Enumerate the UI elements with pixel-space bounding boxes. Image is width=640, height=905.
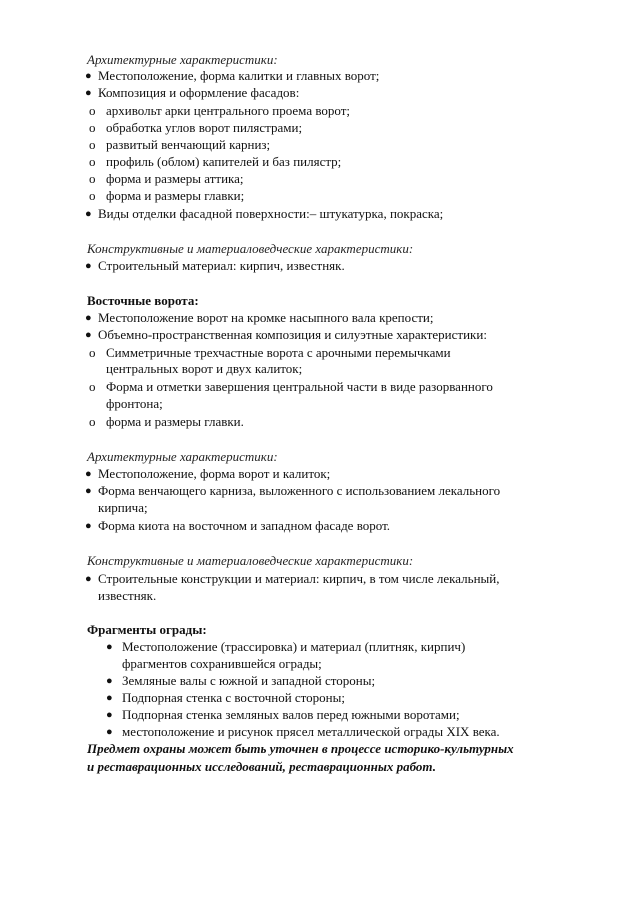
list-item-continuation: кирпича; [98,500,148,515]
list-item: Местоположение, форма калитки и главных ворот; [98,68,380,83]
list-item: Местоположение (трассировка) и материал (плитняк, кирпич) [122,639,466,654]
bullet-icon: ● [85,70,92,82]
list-item: Земляные валы с южной и западной стороны; [122,673,376,688]
bullet-icon: ● [106,709,113,721]
circle-bullet-icon: o [89,188,96,203]
section-architectural-title: Архитектурные характеристики: [87,52,278,67]
list-item: Форма и отметки завершения центральной части в виде разорванного [106,379,493,394]
circle-bullet-icon: o [89,103,96,118]
list-item: Местоположение, форма ворот и калиток; [98,466,331,481]
bullet-icon: ● [85,87,92,99]
list-item: форма и размеры главки. [106,414,244,429]
list-item: Строительный материал: кирпич, известняк. [98,258,345,273]
section-constructive-title: Конструктивные и материаловедческие характеристики: [87,553,414,568]
bullet-icon: ● [106,675,113,687]
circle-bullet-icon: o [89,345,96,360]
circle-bullet-icon: o [89,137,96,152]
section-east-gate-title: Восточные ворота: [87,293,199,308]
list-item: Строительные конструкции и материал: кирпич, в том числе лекальный, [98,571,500,586]
bullet-icon: ● [85,329,92,341]
circle-bullet-icon: o [89,414,96,429]
list-item: Виды отделки фасадной поверхности:– штукатурка, покраска; [98,206,444,221]
final-note-line-2: и реставрационных исследований, реставрационных работ. [87,759,436,774]
section-architectural-title: Архитектурные характеристики: [87,449,278,464]
list-item-continuation: известняк. [98,588,157,603]
list-item-continuation: фрагментов сохранившейся ограды; [122,656,322,671]
section-constructive-title: Конструктивные и материаловедческие характеристики: [87,241,414,256]
list-item-continuation: фронтона; [106,396,163,411]
circle-bullet-icon: o [89,171,96,186]
list-item: обработка углов ворот пилястрами; [106,120,303,135]
list-item: форма и размеры главки; [106,188,245,203]
circle-bullet-icon: o [89,154,96,169]
final-note-line-1: Предмет охраны может быть уточнен в процессе историко-культурных [87,741,514,756]
bullet-icon: ● [85,468,92,480]
bullet-icon: ● [85,485,92,497]
bullet-icon: ● [85,260,92,272]
list-item: местоположение и рисунок прясел металлической ограды XIX века. [122,724,500,739]
bullet-icon: ● [106,692,113,704]
bullet-icon: ● [85,208,92,220]
list-item: Объемно-пространственная композиция и силуэтные характеристики: [98,327,487,342]
list-item-continuation: центральных ворот и двух калиток; [106,361,303,376]
list-item: Форма киота на восточном и западном фасаде ворот. [98,518,391,533]
bullet-icon: ● [85,573,92,585]
bullet-icon: ● [106,641,113,653]
list-item: Подпорная стенка с восточной стороны; [122,690,345,705]
bullet-icon: ● [85,312,92,324]
list-item: Местоположение ворот на кромке насыпного вала крепости; [98,310,434,325]
circle-bullet-icon: o [89,120,96,135]
list-item: Форма венчающего карниза, выложенного с использованием лекального [98,483,501,498]
list-item: форма и размеры аттика; [106,171,244,186]
list-item: Подпорная стенка земляных валов перед южными воротами; [122,707,460,722]
bullet-icon: ● [85,520,92,532]
list-item: профиль (облом) капителей и баз пилястр; [106,154,342,169]
circle-bullet-icon: o [89,379,96,394]
list-item: Симметричные трехчастные ворота с арочными перемычками [106,345,451,360]
section-fence-title: Фрагменты ограды: [87,622,207,637]
list-item: Композиция и оформление фасадов: [98,85,300,100]
list-item: архивольт арки центрального проема ворот; [106,103,351,118]
list-item: развитый венчающий карниз; [106,137,271,152]
bullet-icon: ● [106,726,113,738]
